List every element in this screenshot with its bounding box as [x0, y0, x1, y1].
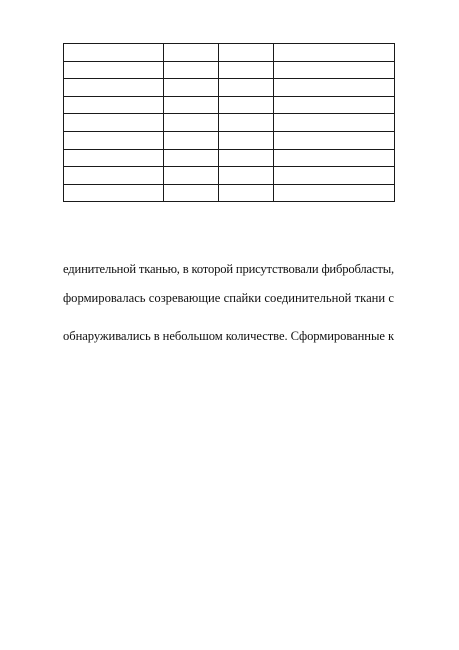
table-cell [164, 44, 219, 62]
table-cell [64, 114, 164, 132]
table-row [64, 149, 395, 167]
table-cell [164, 184, 219, 202]
paragraph-line: обнаруживались в небольшом количестве. Сформированные к [63, 329, 394, 343]
table-cell [274, 114, 395, 132]
table-cell [274, 149, 395, 167]
table-row [64, 184, 395, 202]
table-row [64, 114, 395, 132]
table-row [64, 167, 395, 185]
table-row [64, 96, 395, 114]
table-cell [274, 96, 395, 114]
table-cell [219, 149, 274, 167]
table-row [64, 79, 395, 97]
table-cell [164, 79, 219, 97]
table-row [64, 44, 395, 62]
table-cell [164, 96, 219, 114]
paragraph-line: единительной тканью, в которой присутствовали фибробласты, [63, 262, 394, 276]
table-cell [164, 167, 219, 185]
table-cell [64, 167, 164, 185]
table-cell [274, 184, 395, 202]
table-cell [274, 167, 395, 185]
table-cell [274, 44, 395, 62]
table-cell [164, 114, 219, 132]
table-cell [219, 61, 274, 79]
table-row [64, 131, 395, 149]
table-cell [219, 44, 274, 62]
table-cell [64, 149, 164, 167]
table-cell [219, 96, 274, 114]
table-cell [274, 61, 395, 79]
table-cell [274, 79, 395, 97]
table-cell [164, 149, 219, 167]
table-row [64, 61, 395, 79]
table-cell [219, 131, 274, 149]
paragraph-line: формировалась созревающие спайки соединительной ткани с [63, 291, 394, 305]
table-cell [219, 184, 274, 202]
table-cell [219, 114, 274, 132]
table-cell [64, 131, 164, 149]
table-cell [274, 131, 395, 149]
table-cell [64, 61, 164, 79]
table-cell [64, 44, 164, 62]
table-cell [64, 96, 164, 114]
table-cell [164, 131, 219, 149]
table-cell [164, 61, 219, 79]
table-cell [219, 167, 274, 185]
empty-data-table [63, 43, 395, 202]
table-cell [64, 79, 164, 97]
table-cell [64, 184, 164, 202]
table-cell [219, 79, 274, 97]
